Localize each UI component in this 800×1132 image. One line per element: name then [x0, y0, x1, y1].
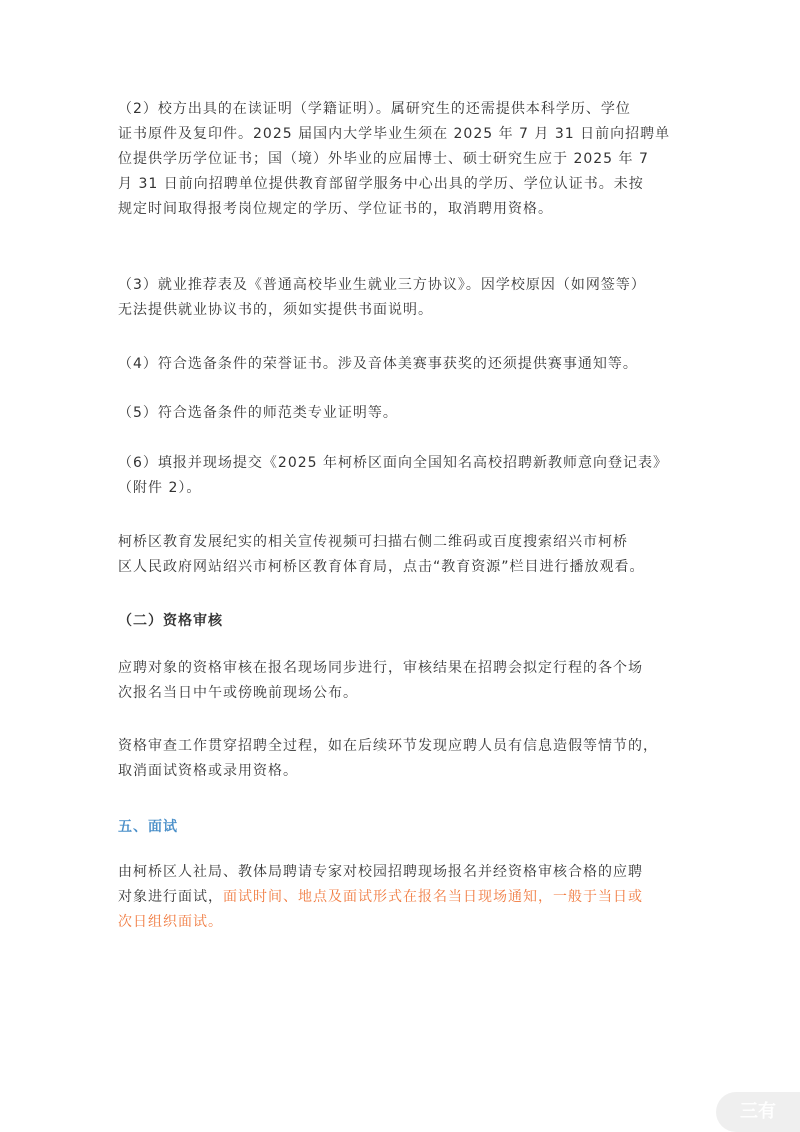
text-plain: 对象进行面试，: [118, 889, 223, 905]
item-6-paragraph: [118, 451, 686, 501]
interview-heading: 五、面试: [118, 819, 178, 835]
item-4-paragraph: [118, 352, 686, 377]
video-note-paragraph: [118, 530, 686, 580]
text-line: 证书原件及复印件。2025 届国内大学毕业生须在 2025 年 7 月 31 日前向招聘单: [118, 126, 671, 142]
text-line: 无法提供就业协议书的，须如实提供书面说明。: [118, 302, 433, 318]
text-line: 取消面试资格或录用资格。: [118, 763, 298, 779]
text-line: [118, 885, 686, 910]
text-line: 柯桥区教育发展纪实的相关宣传视频可扫描右侧二维码或百度搜索绍兴市柯桥: [118, 534, 628, 550]
item-3-paragraph: [118, 273, 686, 323]
text-line: （3）就业推荐表及《普通高校毕业生就业三方协议》。因学校原因（如网签等）: [118, 277, 646, 293]
highlighted-text: 次日组织面试。: [118, 914, 223, 930]
text-line: （2）校方出具的在读证明（学籍证明）。属研究生的还需提供本科学历、学位: [118, 101, 631, 117]
review-heading: （二）资格审核: [118, 613, 223, 629]
text-line: 资格审查工作贯穿招聘全过程，如在后续环节发现应聘人员有信息造假等情节的，: [118, 738, 658, 754]
text-line: （4）符合选备条件的荣誉证书。涉及音体美赛事获奖的还须提供赛事通知等。: [118, 356, 638, 372]
text-line: 次报名当日中午或傍晚前现场公布。: [118, 685, 358, 701]
text-line: 月 31 日前向招聘单位提供教育部留学服务中心出具的学历、学位认证书。未按: [118, 176, 644, 192]
item-5-paragraph: [118, 401, 686, 426]
text-line: 规定时间取得报考岗位规定的学历、学位证书的，取消聘用资格。: [118, 201, 553, 217]
review-paragraph-2: [118, 734, 686, 784]
text-line: （附件 2）。: [118, 480, 202, 496]
text-line: （5）符合选备条件的师范类专业证明等。: [118, 405, 398, 421]
highlighted-text: 面试时间、地点及面试形式在报名当日现场通知，一般于当日或: [223, 889, 643, 905]
text-line: （6）填报并现场提交《2025 年柯桥区面向全国知名高校招聘新教师意向登记表》: [118, 455, 668, 471]
text-line: 应聘对象的资格审核在报名现场同步进行，审核结果在招聘会拟定行程的各个场: [118, 660, 643, 676]
review-paragraph-1: [118, 656, 686, 706]
item-2-paragraph: [118, 97, 686, 222]
text-line: 区人民政府网站绍兴市柯桥区教育体育局，点击“教育资源”栏目进行播放观看。: [118, 559, 645, 575]
interview-paragraph: [118, 860, 686, 935]
text-line: 位提供学历学位证书；国（境）外毕业的应届博士、硕士研究生应于 2025 年 7: [118, 151, 649, 167]
text-line: 由柯桥区人社局、教体局聘请专家对校园招聘现场报名并经资格审核合格的应聘: [118, 864, 643, 880]
watermark-logo: 三有: [716, 1092, 800, 1132]
